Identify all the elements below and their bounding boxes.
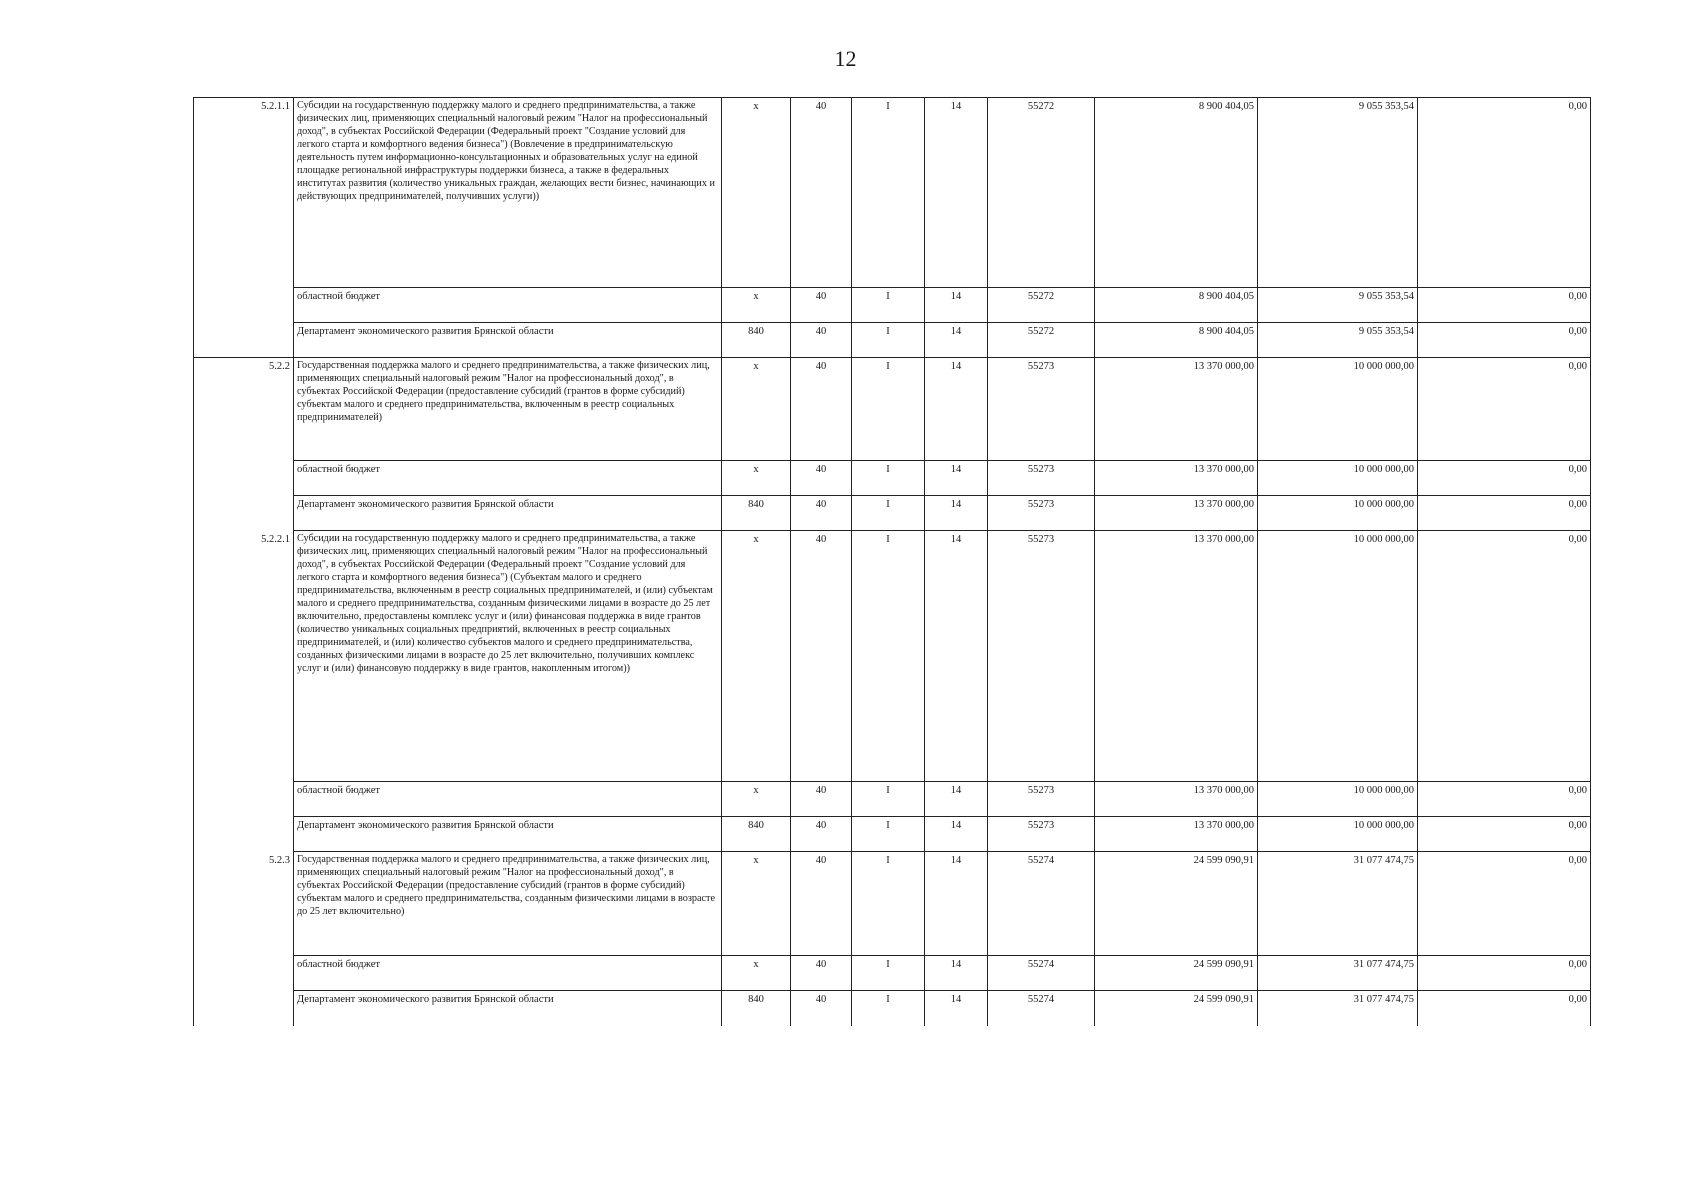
cell-value-3: 0,00	[1418, 782, 1591, 817]
cell-value-1: 24 599 090,91	[1095, 852, 1258, 956]
row-description: областной бюджет	[294, 782, 722, 817]
cell-main-measure: 14	[925, 531, 988, 782]
cell-value-1: 8 900 404,05	[1095, 323, 1258, 358]
row-code: 5.2.3	[194, 852, 294, 1026]
cell-direction: 55274	[988, 852, 1095, 956]
cell-program: 40	[791, 817, 852, 852]
cell-value-2: 31 077 474,75	[1258, 852, 1418, 956]
row-code: 5.2.2	[194, 358, 294, 531]
cell-grbs: 840	[722, 817, 791, 852]
cell-program: 40	[791, 956, 852, 991]
cell-subprogram: I	[852, 496, 925, 531]
cell-value-1: 24 599 090,91	[1095, 956, 1258, 991]
cell-value-1: 13 370 000,00	[1095, 461, 1258, 496]
cell-value-3: 0,00	[1418, 852, 1591, 956]
cell-program: 40	[791, 358, 852, 461]
cell-grbs: x	[722, 531, 791, 782]
cell-value-1: 13 370 000,00	[1095, 817, 1258, 852]
cell-value-2: 10 000 000,00	[1258, 817, 1418, 852]
cell-direction: 55273	[988, 817, 1095, 852]
table-row	[194, 817, 1591, 852]
cell-subprogram: I	[852, 98, 925, 288]
cell-value-2: 9 055 353,54	[1258, 288, 1418, 323]
cell-direction: 55272	[988, 323, 1095, 358]
cell-value-1: 13 370 000,00	[1095, 358, 1258, 461]
cell-grbs: x	[722, 956, 791, 991]
cell-value-2: 31 077 474,75	[1258, 991, 1418, 1026]
cell-subprogram: I	[852, 991, 925, 1026]
table-row	[194, 852, 1591, 956]
row-code: 5.2.2.1	[194, 531, 294, 852]
row-description: Государственная поддержка малого и среднего предпринимательства, а также физических лиц, применяющих специальный налоговый режим "Налог на профессиональный доход", в субъектах Российской Федерации (предоставление субсидий (грантов в форме субсидий) субъектам малого и среднего предпринимательства, включенным в реестр социальных предпринимателей)	[294, 358, 722, 461]
cell-program: 40	[791, 531, 852, 782]
table-row	[194, 461, 1591, 496]
row-description: Департамент экономического развития Брянской области	[294, 496, 722, 531]
cell-main-measure: 14	[925, 323, 988, 358]
row-description: Субсидии на государственную поддержку малого и среднего предпринимательства, а также физических лиц, применяющих специальный налоговый режим "Налог на профессиональный доход", в субъектах Российской Федерации (Федеральный проект "Создание условий для легкого старта и комфортного ведения бизнеса") (Вовлечение в предпринимательскую деятельность путем информационно-консультационных и образовательных услуг на единой площадке региональной инфраструктуры поддержки бизнеса, а также в федеральных институтах развития (количество уникальных граждан, желающих вести бизнес, начинающих и действующих предпринимателей, получивших услуги))	[294, 98, 722, 288]
table-row	[194, 496, 1591, 531]
cell-program: 40	[791, 461, 852, 496]
cell-value-1: 13 370 000,00	[1095, 782, 1258, 817]
row-description: Департамент экономического развития Брянской области	[294, 817, 722, 852]
cell-value-2: 10 000 000,00	[1258, 782, 1418, 817]
cell-subprogram: I	[852, 817, 925, 852]
cell-value-3: 0,00	[1418, 817, 1591, 852]
cell-main-measure: 14	[925, 461, 988, 496]
cell-value-2: 10 000 000,00	[1258, 496, 1418, 531]
budget-table	[193, 97, 1591, 1026]
cell-direction: 55273	[988, 358, 1095, 461]
cell-direction: 55274	[988, 991, 1095, 1026]
cell-direction: 55273	[988, 496, 1095, 531]
cell-value-1: 8 900 404,05	[1095, 98, 1258, 288]
cell-direction: 55272	[988, 98, 1095, 288]
cell-program: 40	[791, 288, 852, 323]
cell-value-3: 0,00	[1418, 98, 1591, 288]
cell-grbs: 840	[722, 991, 791, 1026]
cell-value-3: 0,00	[1418, 323, 1591, 358]
cell-subprogram: I	[852, 956, 925, 991]
cell-value-3: 0,00	[1418, 288, 1591, 323]
cell-direction: 55273	[988, 782, 1095, 817]
cell-value-3: 0,00	[1418, 358, 1591, 461]
row-description: Государственная поддержка малого и среднего предпринимательства, а также физических лиц, применяющих специальный налоговый режим "Налог на профессиональный доход", в субъектах Российской Федерации (предоставление субсидий (грантов в форме субсидий) субъектам малого и среднего предпринимательства, созданным физическими лицами в возрасте до 25 лет включительно)	[294, 852, 722, 956]
row-description: областной бюджет	[294, 461, 722, 496]
cell-main-measure: 14	[925, 991, 988, 1026]
cell-subprogram: I	[852, 358, 925, 461]
cell-direction: 55272	[988, 288, 1095, 323]
row-description: Департамент экономического развития Брянской области	[294, 323, 722, 358]
cell-main-measure: 14	[925, 852, 988, 956]
cell-program: 40	[791, 98, 852, 288]
cell-grbs: x	[722, 288, 791, 323]
cell-value-3: 0,00	[1418, 991, 1591, 1026]
cell-value-2: 10 000 000,00	[1258, 461, 1418, 496]
cell-direction: 55274	[988, 956, 1095, 991]
cell-program: 40	[791, 782, 852, 817]
cell-grbs: x	[722, 852, 791, 956]
cell-direction: 55273	[988, 461, 1095, 496]
cell-subprogram: I	[852, 461, 925, 496]
table-row	[194, 358, 1591, 461]
cell-main-measure: 14	[925, 782, 988, 817]
cell-value-1: 13 370 000,00	[1095, 531, 1258, 782]
cell-value-2: 10 000 000,00	[1258, 358, 1418, 461]
table-row	[194, 956, 1591, 991]
row-description: Субсидии на государственную поддержку малого и среднего предпринимательства, а также физических лиц, применяющих специальный налоговый режим "Налог на профессиональный доход", в субъектах Российской Федерации (Федеральный проект "Создание условий для легкого старта и комфортного ведения бизнеса") (Субъектам малого и среднего предпринимательства, включенным в реестр социальных предпринимателей, и (или) субъектам малого и среднего предпринимательства, созданным физическими лицами в возрасте до 25 лет включительно, предоставлены комплекс услуг и (или) финансовая поддержка в виде грантов (количество уникальных социальных предприятий, включенных в реестр социальных предпринимателей, и (или) количество субъектов малого и среднего предпринимательства, созданных физическими лицами в возрасте до 25 лет включительно, получивших комплекс услуг и (или) финансовую поддержку в виде грантов, накопленным итогом))	[294, 531, 722, 782]
cell-value-2: 9 055 353,54	[1258, 98, 1418, 288]
page-number: 12	[834, 46, 857, 71]
cell-grbs: x	[722, 358, 791, 461]
cell-program: 40	[791, 323, 852, 358]
cell-main-measure: 14	[925, 288, 988, 323]
cell-program: 40	[791, 991, 852, 1026]
cell-subprogram: I	[852, 288, 925, 323]
table-row	[194, 782, 1591, 817]
table-row	[194, 531, 1591, 782]
table-row	[194, 288, 1591, 323]
table-row	[194, 991, 1591, 1026]
cell-value-3: 0,00	[1418, 496, 1591, 531]
cell-main-measure: 14	[925, 358, 988, 461]
cell-value-1: 8 900 404,05	[1095, 288, 1258, 323]
cell-grbs: 840	[722, 323, 791, 358]
table-row	[194, 323, 1591, 358]
row-description: Департамент экономического развития Брянской области	[294, 991, 722, 1026]
table-row	[194, 98, 1591, 288]
cell-main-measure: 14	[925, 956, 988, 991]
cell-main-measure: 14	[925, 817, 988, 852]
cell-program: 40	[791, 496, 852, 531]
cell-value-3: 0,00	[1418, 956, 1591, 991]
row-code: 5.2.1.1	[194, 98, 294, 358]
cell-grbs: x	[722, 782, 791, 817]
cell-grbs: 840	[722, 496, 791, 531]
cell-grbs: x	[722, 461, 791, 496]
row-description: областной бюджет	[294, 956, 722, 991]
cell-value-2: 10 000 000,00	[1258, 531, 1418, 782]
cell-subprogram: I	[852, 782, 925, 817]
cell-value-2: 31 077 474,75	[1258, 956, 1418, 991]
cell-main-measure: 14	[925, 98, 988, 288]
cell-main-measure: 14	[925, 496, 988, 531]
cell-program: 40	[791, 852, 852, 956]
cell-value-3: 0,00	[1418, 461, 1591, 496]
row-description: областной бюджет	[294, 288, 722, 323]
cell-subprogram: I	[852, 323, 925, 358]
cell-value-1: 24 599 090,91	[1095, 991, 1258, 1026]
cell-grbs: x	[722, 98, 791, 288]
cell-direction: 55273	[988, 531, 1095, 782]
cell-subprogram: I	[852, 852, 925, 956]
cell-value-2: 9 055 353,54	[1258, 323, 1418, 358]
cell-value-1: 13 370 000,00	[1095, 496, 1258, 531]
cell-subprogram: I	[852, 531, 925, 782]
cell-value-3: 0,00	[1418, 531, 1591, 782]
